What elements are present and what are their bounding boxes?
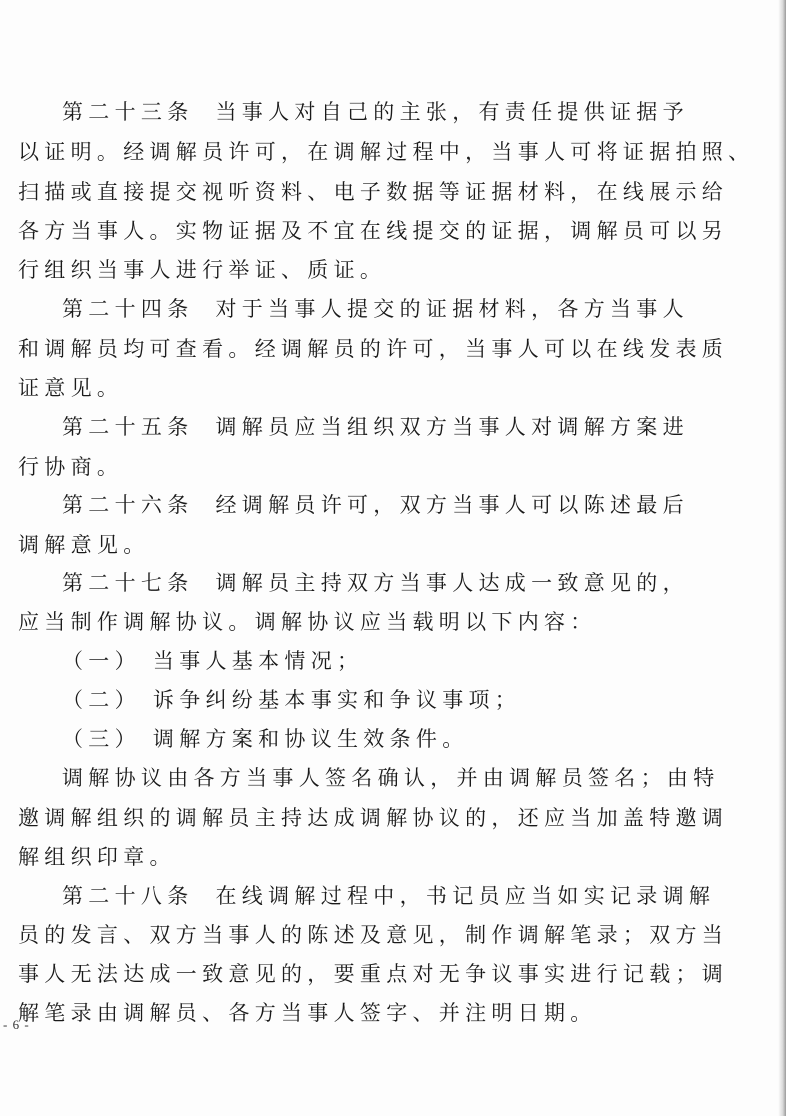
article-28-line-4: 解笔录由调解员、各方当事人签字、并注明日期。 <box>18 1001 597 1025</box>
article-26-line-1 <box>62 490 689 520</box>
article-23-number: 第二十三条 <box>62 100 194 124</box>
article-24-text: 对于当事人提交的证据材料，各方当事人 <box>215 297 689 321</box>
article-28-number: 第二十八条 <box>62 884 194 908</box>
article-24-number: 第二十四条 <box>62 297 194 321</box>
article-27-item-2 <box>62 685 521 715</box>
article-24-line-3: 证意见。 <box>18 376 124 400</box>
article-23-line-1 <box>62 97 689 127</box>
article-28-line-1 <box>62 881 715 911</box>
item-text: 调解方案和协议生效条件。 <box>152 727 469 751</box>
scan-edge-shadow <box>778 0 786 1116</box>
article-27-item-1 <box>62 646 363 676</box>
article-26-text: 经调解员许可，双方当事人可以陈述最后 <box>215 493 689 517</box>
article-27-closing-2: 邀调解组织的调解员主持达成调解协议的，还应当加盖特邀调 <box>18 806 729 830</box>
article-27-number: 第二十七条 <box>62 571 194 595</box>
article-23-line-3: 扫描或直接提交视听资料、电子数据等证据材料，在线展示给 <box>18 180 729 204</box>
article-23-line-2: 以证明。经调解员许可，在调解过程中，当事人可将证据拍照、 <box>18 140 755 164</box>
article-24-line-1 <box>62 294 689 324</box>
article-25-number: 第二十五条 <box>62 415 194 439</box>
article-28-line-2: 员的发言、双方当事人的陈述及意见，制作调解笔录；双方当 <box>18 923 729 947</box>
article-25-line-1 <box>62 412 689 442</box>
article-23-line-5: 行组织当事人进行举证、质证。 <box>18 258 387 282</box>
item-label: （一） <box>62 649 141 673</box>
article-27-closing-3: 解组织印章。 <box>18 845 176 869</box>
article-27-line-1 <box>62 568 689 598</box>
article-24-line-2: 和调解员均可查看。经调解员的许可，当事人可以在线发表质 <box>18 337 729 361</box>
article-27-line-2: 应当制作调解协议。调解协议应当载明以下内容： <box>18 610 597 634</box>
article-27-text: 调解员主持双方当事人达成一致意见的， <box>215 571 689 595</box>
item-label: （二） <box>62 688 141 712</box>
article-25-text: 调解员应当组织双方当事人对调解方案进 <box>215 415 689 439</box>
item-text: 当事人基本情况； <box>152 649 364 673</box>
article-28-line-3: 事人无法达成一致意见的，要重点对无争议事实进行记载；调 <box>18 962 729 986</box>
article-26-line-2: 调解意见。 <box>18 533 150 557</box>
article-26-number: 第二十六条 <box>62 493 194 517</box>
article-23-line-4: 各方当事人。实物证据及不宜在线提交的证据，调解员可以另 <box>18 219 729 243</box>
item-text: 诉争纠纷基本事实和争议事项； <box>152 688 522 712</box>
article-23-text: 当事人对自己的主张，有责任提供证据予 <box>215 100 689 124</box>
item-label: （三） <box>62 727 141 751</box>
article-27-closing-1: 调解协议由各方当事人签名确认，并由调解员签名；由特 <box>62 766 720 790</box>
article-25-line-2: 行协商。 <box>18 455 124 479</box>
page-number: - 6 - <box>3 1017 30 1032</box>
article-28-text: 在线调解过程中，书记员应当如实记录调解 <box>215 884 716 908</box>
article-27-item-3 <box>62 724 469 754</box>
